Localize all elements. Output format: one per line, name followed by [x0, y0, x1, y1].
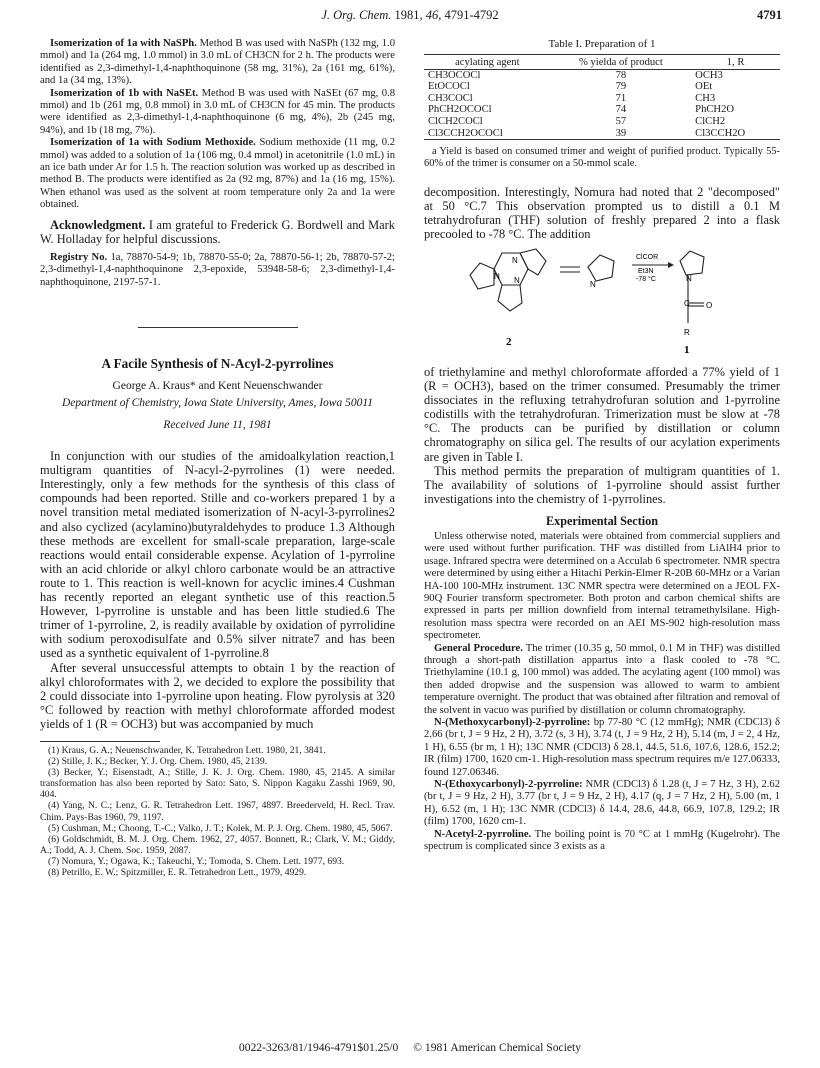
reaction-scheme-drawing: [424, 245, 780, 365]
general-procedure: [424, 643, 780, 717]
footnote-3: (3) Becker, Y.; Eisenstadt, A.; Stille, J. K. J. Org. Chem. 1980, 45, 2145. A similar transformation has also been reported by Sato: Sato, S. Nippon Kagaku Zasshi 1969, 90, 404.: [40, 767, 395, 801]
table-row: [424, 128, 780, 140]
footnote-divider: [40, 741, 160, 742]
journal-volume: 46,: [425, 8, 442, 22]
run-in-head: Isomerization of 1a with NaSPh.: [50, 38, 197, 49]
table-title: Table I. Preparation of 1: [548, 38, 656, 50]
paragraph-conclusion: This method permits the preparation of multigram quantities of 1. The availability of solutions of 1-pyrroline should assist further investigations into the chemistry of 1-pyrrolines.: [424, 463, 780, 506]
reagent-temp: -78 °C: [636, 275, 656, 283]
reagent-clcor: ClCOR: [636, 253, 659, 261]
paragraph-text: The trimer (10.35 g, 50 mmol, 0.1 M in THF) was distilled through a short-path distillation appartus into a flask cooled to -78 °C. Triethylamine (10.1 g, 100 mmol) was added. The acylating agent (100 mmol) was then added dropwise and the suspension was allowed to warm to ambient temperature overnight. The product that was obtained after filtration and removal of the solvent in vacuo was purified by distillation or column chromatography.: [424, 642, 780, 716]
table-cell: ClCH2: [695, 115, 726, 127]
experimental-general: Unless otherwise noted, materials were obtained from commercial suppliers and were used without further purification. THF was distilled from LiAlH4 prior to usage. Infrared spectra were determined on a Acculab 6 spectrometer. NMR spectra were determined by using either a Hitachi Perkin-Elmer R-20B 60-MHz or a Varian HA-100 100-MHz instrument. 13C NMR spectra were determined on a JEOL FX-90Q Fourier transform spectrometer. Both proton and carbon chemical shifts are expressed in parts per million downfield from internal tetramethylsilane. High-resolution mass spectra were recorded on an AEI MS-902 high-resolution mass spectrometer.: [424, 530, 780, 642]
journal-citation: [0, 8, 820, 23]
compound-2-label: 2: [506, 335, 512, 348]
paragraph-text: I am grateful to Frederick G. Bordwell and Mark W. Holladay for helpful discussions.: [40, 217, 395, 246]
footnote-4: (4) Yang, N. C.; Lenz, G. R. Tetrahedron Lett. 1967, 4897. Breederveld, H. Recl. Trav. Chim. Pays-Bas 1960, 79, 1197.: [40, 800, 395, 823]
article-title: A Facile Synthesis of N-Acyl-2-pyrrolines: [101, 356, 334, 372]
intro-paragraph-2: After several unsuccessful attempts to obtain 1 by the reaction of alkyl chloroformates with 2, we decided to explore the possibility that 2 could dissociate into 1-pyrroline upon heating. Flow pyrolysis at 320 °C followed by reaction with methyl chloroformate afforded modest yields of 1 (R = OCH3) but was accompanied by much: [40, 660, 395, 731]
table-cell: 74: [615, 104, 627, 116]
paragraph-isomerization-naSEt: [40, 88, 395, 138]
trimer-structure: [470, 249, 546, 311]
page-footer: [0, 1041, 820, 1054]
methoxycarbonyl-pyrroline: [424, 717, 780, 779]
run-in-head: N-Acetyl-2-pyrroline.: [434, 828, 532, 840]
table-cell: CH3: [695, 92, 716, 104]
run-in-head: N-(Methoxycarbonyl)-2-pyrroline:: [434, 716, 591, 728]
table-footnote: a Yield is based on consumed trimer and weight of purified product. Typically 55-60% of the trimer is consumer on a 50-mmol scale.: [424, 146, 780, 170]
table-cell: 57: [615, 115, 627, 127]
pyrroline-structure: [588, 255, 614, 281]
table-cell: 39: [551, 128, 692, 140]
table-cell: 71: [615, 92, 627, 104]
table-cell: 78: [615, 69, 627, 81]
paragraph-text: Method B was used with NaSEt (67 mg, 0.8 mmol) and 1b (261 mg, 0.8 mmol) in 3.0 mL of CH3CN for 45 min. The products were identified as 2,3-dimethyl-1,4-naphthoquinone (6 mg, 4%), 2b (245 mg, 94%), and 1b (18 mg, 7%).: [40, 87, 395, 136]
table-row: [424, 81, 780, 93]
product-structure: [680, 251, 704, 323]
article-code: 0022-3263/81/1946-4791$01.25/0: [238, 1041, 399, 1054]
paragraph-text: Sodium methoxide (11 mg, 0.2 mmol) was added to a solution of 1a (106 mg, 0.4 mmol) in acetonitrile (1.0 mL) in an ice bath under Ar for 1.5 h. The reaction solution was worked up as described in method B. The products were identified as 2a (92 mg, 87%) and 1a (16 mg, 15%). When ethanol was used as the solvent at room temperature only 2a and 1a were obtained.: [40, 137, 395, 211]
table-cell: PhCH2O: [695, 104, 735, 116]
table-cell: Cl3CCH2O: [691, 128, 780, 140]
table-row: [424, 93, 780, 105]
arrow-head: [668, 262, 674, 268]
run-in-head: Isomerization of 1b with NaSEt.: [50, 87, 199, 99]
left-column: [40, 38, 395, 1018]
paragraph-text: Method B was used with NaSPh (132 mg, 1.0 mmol) and 1a (264 mg, 1.0 mmol) in 3.0 mL of CH3CN for 2 h. The products were identified as 2,3-dimethyl-1,4-naphthoquinone (58 mg, 31%), 2a (161 mg, 61%), and 1a (34 mg, 13%).: [40, 38, 395, 87]
table-cell: EtOCOCl: [428, 81, 470, 93]
paragraph-isomerization-naSPh: [40, 38, 395, 88]
paragraph-results: of triethylamine and methyl chloroformate afforded a 77% yield of 1 (R = OCH3), based on the trimer consumed. Presumably the trimer dissociates in the refluxing tetrahydrofuran solution and 1-pyrroline codistills with the tetrahydrofuran. Trimerization must be slow at -78 °C. The products can be purified by distillation or column chromatography on silica gel. The results of our acylation experiments are given in Table I.: [424, 364, 780, 464]
run-in-head: Registry No.: [50, 251, 108, 263]
run-in-head: General Procedure.: [434, 642, 523, 654]
received-date: Received June 11, 1981: [163, 419, 272, 432]
paragraph-text: The boiling point is 70 °C at 1 mmHg (Kugelrohr). The spectrum is complicated since 3 exists as a: [424, 828, 780, 853]
page-number: 4791: [757, 8, 782, 22]
authors: George A. Kraus* and Kent Neuenschwander: [112, 380, 323, 393]
paragraph-text: NMR (CDCl3) δ 1.28 (t, J = 7 Hz, 3 H), 2.62 (br t, J = 9 Hz, 2 H), 3.77 (br t, J = 9 Hz, 2 H), 4.17 (q, J = 7 Hz, 2 H), 5.00 (m, 1 H), 6.52 (m, 1 H); 13C NMR (CDCl3) δ 14.4, 28.6, 44.8, 66.9, 107.8, 129.2; IR (film) 1700, 1620 cm-1.: [424, 779, 780, 828]
reaction-scheme: [424, 245, 780, 365]
copyright: © 1981 American Chemical Society: [413, 1041, 582, 1054]
right-column: [424, 38, 780, 1018]
table-header-cell: acylating agent: [455, 57, 520, 68]
table-row: [424, 69, 780, 81]
journal-name: J. Org. Chem.: [321, 8, 392, 22]
table-cell: OCH3: [695, 69, 723, 81]
table-cell: CH3OCOCl: [428, 69, 481, 81]
registry-numbers: [40, 252, 395, 289]
paragraph-text: 1a, 78870-54-9; 1b, 78870-55-0; 2a, 78870-56-1; 2b, 78870-57-2; 2,3-dimethyl-1,4-naphthoquinone 2,3-epoxide, 53948-58-6; 2,3-dimethyl-1,4-naphthoquinone, 2197-57-1.: [40, 251, 395, 288]
reagent-et3n: Et3N: [638, 267, 654, 275]
paragraph-decomposition: decomposition. Interestingly, Nomura had noted that 2 "decomposed" at 50 °C.7 This observation prompted us to distill a 0.1 M tetrahydrofuran (THF) solution of freshly prepared 2 into a flask precooled to -78 °C. The addition: [424, 184, 780, 241]
table-row: [424, 104, 780, 116]
acknowledgment: [40, 218, 395, 246]
compound-1-label: 1: [684, 343, 690, 356]
preparation-table: [424, 54, 780, 140]
footnote-1: (1) Kraus, G. A.; Neuenschwander, K. Tetrahedron Lett. 1980, 21, 3841.: [48, 744, 326, 756]
table-cell: PhCH2OCOCl: [428, 104, 492, 116]
trimer-n-2: N: [494, 271, 500, 281]
table-header-cell: % yielda of product: [578, 57, 663, 68]
experimental-section-heading: Experimental Section: [545, 513, 659, 528]
footnotes: [40, 745, 395, 878]
run-in-head: Acknowledgment.: [50, 217, 146, 232]
acetyl-pyrroline: [424, 829, 780, 854]
table-cell: OEt: [695, 81, 713, 93]
footnote-2: (2) Stille, J. K.; Becker, Y. J. Org. Chem. 1980, 45, 2139.: [48, 756, 268, 768]
trimer-n-1: N: [512, 255, 518, 265]
pyrroline-n: N: [590, 279, 596, 289]
run-in-head: N-(Ethoxycarbonyl)-2-pyrroline:: [434, 779, 583, 790]
equilibrium-arrow: [560, 267, 580, 272]
table-cell: ClCH2COCl: [428, 115, 483, 127]
section-divider: [138, 327, 298, 328]
table-cell: Cl3CCH2OCOCl: [424, 128, 551, 140]
footnote-7: (7) Nomura, Y.; Ogawa, K.; Takeuchi, Y.; Tomoda, S. Chem. Lett. 1977, 693.: [48, 855, 345, 867]
footnote-8: (8) Petrillo, E. W.; Spitzmiller, E. R. Tetrahedron Lett., 1979, 4929.: [48, 867, 307, 878]
product-n: N: [686, 273, 692, 283]
journal-year: 1981,: [394, 8, 423, 22]
r-group: R: [684, 327, 690, 337]
footnote-6: (6) Goldschmidt, B. M. J. Org. Chem. 1962, 27, 4057. Bonnett, R.; Clark, V. M.; Giddy, A.; Todd, A. J. Chem. Soc. 1959, 2087.: [40, 833, 395, 856]
footnote-5: (5) Cushman, M.; Choong, T.-C.; Valko, J. T.; Kolek, M. P. J. Org. Chem. 1980, 45, 5067.: [48, 822, 393, 834]
table-header-cell: 1, R: [726, 57, 745, 68]
paragraph-text: bp 77-80 °C (12 mmHg); NMR (CDCl3) δ 2.66 (br t, J = 9 Hz, 2 H), 3.72 (s, 3 H), 3.74 (t, J = 9 Hz, 2 H), 5.14 (m, J = 2, 4 Hz, 1 H), 6.55 (br m, 1 H); 13C NMR (CDCl3) δ 28.1, 44.5, 51.6, 107.6, 128.6, 152.2; IR (film) 1700, 1620 cm-1. High-resolution mass spectrum requires m/e 127.06333, found 127.06346.: [424, 716, 780, 778]
carbonyl-c: C: [684, 298, 690, 308]
intro-paragraph-1: In conjunction with our studies of the amidoalkylation reaction,1 multigram quantities of N-acyl-2-pyrrolines (1) were needed. Interestingly, only a few methods for the synthesis of this class of compounds had been reported. Stille and co-workers prepared 1 by a novel transition metal mediated isomerization of N-acyl-3-pyrrolines2 and also cyclized (acylamino)butyraldehydes to produce 1.3 Although these methods are excellent for small-scale preparation, large-scale reactions would entail considerable expense. Acylation of 1-pyrroline with an acid chloride or alkyl chloro carbonate would be an attractive route to 1. This reaction is well-known for acyclic imines.4 Cushman has recently reported an elegant synthetic use of this reaction.5 However, 1-pyrroline is unstable and has been little studied.6 The trimer of 1-pyrroline, 2, is readily available by oxidation of pyrrolidine with sodium peroxodisulfate and 0.5% silver nitrate7 and has been used as a synthetic equivalent of 1-pyrroline.8: [40, 449, 395, 661]
run-in-head: Isomerization of 1a with Sodium Methoxide.: [50, 137, 256, 149]
table-header-row: [424, 55, 780, 69]
paragraph-isomerization-methoxide: [40, 137, 395, 211]
affiliation: Department of Chemistry, Iowa State University, Ames, Iowa 50011: [61, 397, 373, 410]
journal-pages: 4791-4792: [444, 8, 499, 22]
running-header: [0, 8, 820, 26]
trimer-n-3: N: [514, 275, 520, 285]
carbonyl-o: O: [706, 300, 713, 310]
table-row: [424, 116, 780, 128]
table-cell: 79: [615, 81, 627, 93]
table-cell: CH3COCl: [428, 92, 473, 104]
ethoxycarbonyl-pyrroline: [424, 779, 780, 829]
